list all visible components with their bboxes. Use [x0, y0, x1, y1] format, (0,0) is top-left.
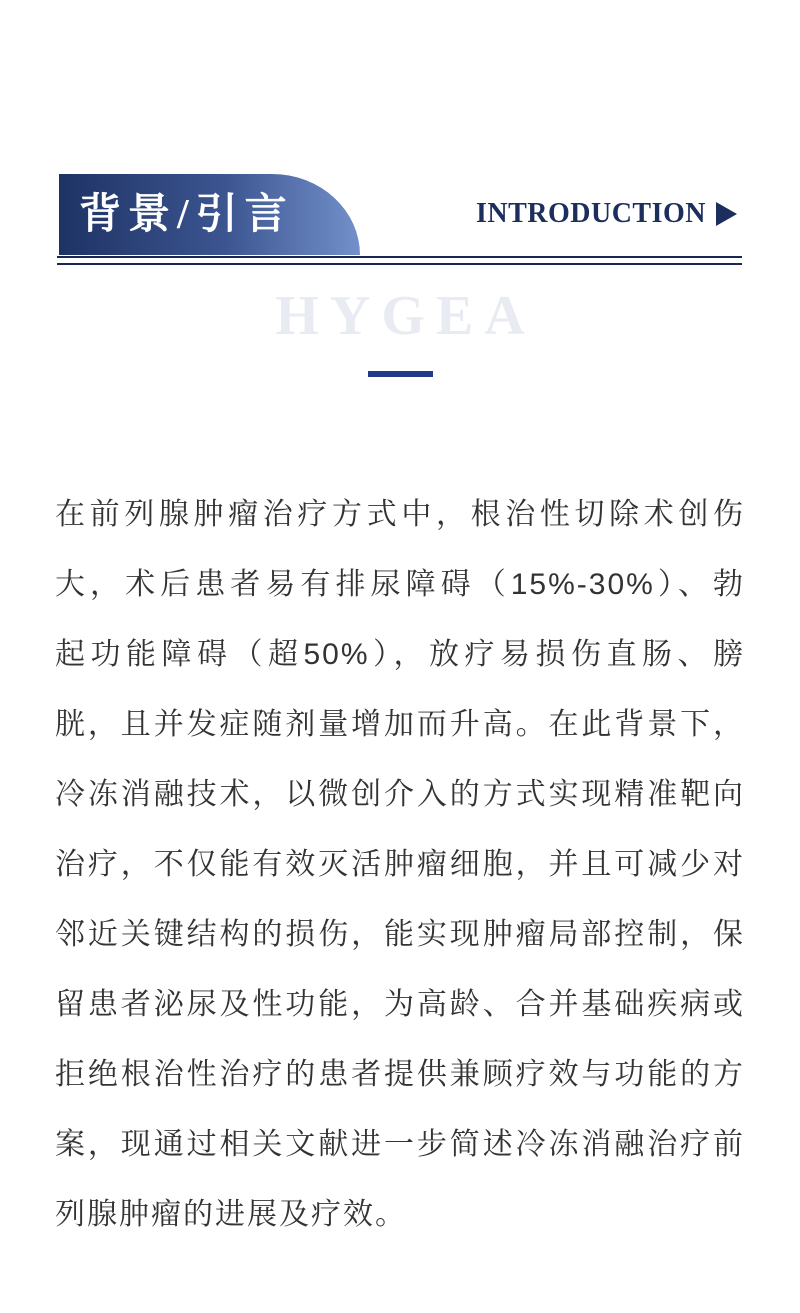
paragraph-line: 起功能障碍（超50%），放疗易损伤直肠、膀 [55, 638, 745, 671]
brand-watermark: HYGEA [275, 285, 536, 347]
watermark-underline [368, 371, 433, 377]
introduction-label: INTRODUCTION [475, 198, 706, 229]
paragraph-line: 拒绝根治性治疗的患者提供兼顾疗效与功能的方 [55, 1058, 745, 1091]
section-eyebrow [476, 200, 737, 228]
paragraph-line: 冷冻消融技术，以微创介入的方式实现精准靶向 [55, 778, 745, 811]
intro-paragraph [55, 480, 745, 1250]
paragraph-line: 治疗，不仅能有效灭活肿瘤细胞，并且可减少对 [55, 848, 745, 881]
paragraph-line: 留患者泌尿及性功能，为高龄、合并基础疾病或 [55, 988, 745, 1021]
paragraph-line: 大，术后患者易有排尿障碍（15%-30%）、勃 [55, 568, 745, 601]
arrow-right-icon [716, 202, 737, 226]
paragraph-line: 胱，且并发症随剂量增加而升高。在此背景下， [55, 708, 745, 741]
header-divider [57, 256, 742, 265]
paragraph-line: 邻近关键结构的损伤，能实现肿瘤局部控制，保 [55, 918, 745, 951]
paragraph-line: 在前列腺肿瘤治疗方式中，根治性切除术创伤 [55, 498, 745, 531]
section-header-badge [59, 174, 360, 255]
divider-line-bottom [57, 263, 742, 265]
paragraph-line: 案，现通过相关文献进一步简述冷冻消融治疗前 [55, 1128, 745, 1161]
divider-line-top [57, 256, 742, 258]
paragraph-line: 列腺肿瘤的进展及疗效。 [55, 1198, 407, 1231]
section-title: 背景/引言 [79, 191, 294, 238]
